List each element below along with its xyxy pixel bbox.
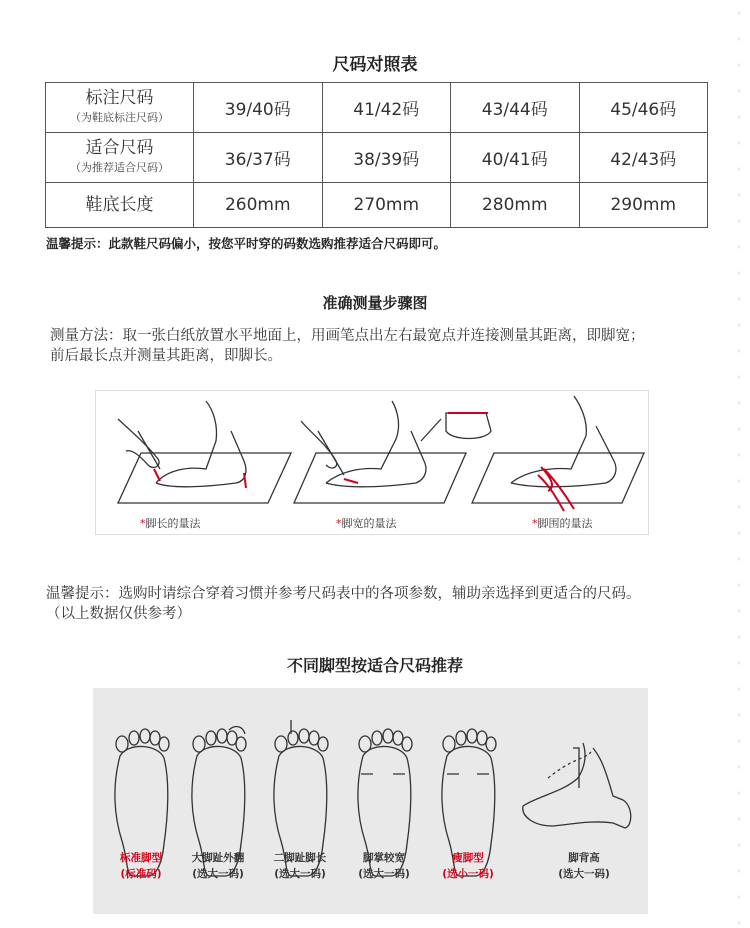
foot-length-illustration xyxy=(118,401,291,503)
foot-width-illustration xyxy=(294,401,491,503)
foot-type-standard-label: 标准脚型 (标准码) xyxy=(120,852,162,880)
size-tip: 温馨提示：此款鞋尺码偏小，按您平时穿的码数选购推荐适合尺码即可。 xyxy=(46,236,447,251)
caption-foot-circumference: *脚围的量法 xyxy=(532,517,593,530)
dot-pattern xyxy=(728,0,750,928)
table-row xyxy=(46,83,708,133)
table-row xyxy=(46,183,708,228)
foot-type-bunion-label: 大脚趾外翻 (选大一码) xyxy=(191,852,245,880)
table-cell: 270mm xyxy=(322,183,451,228)
row-sublabel: （为推荐适合尺码） xyxy=(70,160,169,174)
table-cell: 290mm xyxy=(579,183,708,228)
table-cell: 280mm xyxy=(451,183,580,228)
foot-types-panel xyxy=(93,688,648,914)
caption-foot-length: *脚长的量法 xyxy=(140,517,201,530)
measure-method: 测量方法：取一张白纸放置水平地面上，用画笔点出左右最宽点并连接测量其距离，即脚宽； 前后最长点并测量其距离，即脚长。 xyxy=(50,328,645,364)
size-table xyxy=(45,82,708,228)
table-cell: 40/41码 xyxy=(451,133,580,183)
row-sublabel: （为鞋底标注尺码） xyxy=(70,110,169,124)
measure-title: 准确测量步骤图 xyxy=(322,294,428,312)
row-label: 标注尺码 xyxy=(85,87,154,108)
table-cell: 41/42码 xyxy=(322,83,451,133)
selection-tip: 温馨提示：选购时请综合穿着习惯并参考尺码表中的各项参数，辅助亲选择到更适合的尺码。 （以上数据仅供参考） xyxy=(46,586,641,622)
foot-type-high-instep-label: 脚背高 (选大一码) xyxy=(558,852,610,880)
caption-foot-width: *脚宽的量法 xyxy=(336,517,397,530)
foot-type-wide-label: 脚掌较宽 (选大一码) xyxy=(358,852,410,880)
table-cell: 45/46码 xyxy=(579,83,708,133)
table-cell: 39/40码 xyxy=(194,83,323,133)
table-cell: 43/44码 xyxy=(451,83,580,133)
measure-illustrations xyxy=(96,391,648,534)
table-row xyxy=(46,133,708,183)
measure-illustration-panel xyxy=(95,390,649,535)
foot-types-title: 不同脚型按适合尺码推荐 xyxy=(286,656,463,675)
table-cell: 260mm xyxy=(194,183,323,228)
foot-high-instep xyxy=(523,743,631,828)
row-header xyxy=(46,83,194,133)
foot-circumference-illustration xyxy=(472,396,644,511)
table-cell: 38/39码 xyxy=(322,133,451,183)
size-table-title: 尺码对照表 xyxy=(332,55,418,75)
row-label: 适合尺码 xyxy=(85,137,154,158)
foot-type-slim-label: 瘦脚型 (选小一码) xyxy=(442,852,494,880)
row-header xyxy=(46,183,194,228)
table-cell: 36/37码 xyxy=(194,133,323,183)
row-header xyxy=(46,133,194,183)
foot-type-long-second-toe-label: 二脚趾脚长 (选大一码) xyxy=(273,852,327,880)
row-label: 鞋底长度 xyxy=(85,195,154,215)
table-cell: 42/43码 xyxy=(579,133,708,183)
